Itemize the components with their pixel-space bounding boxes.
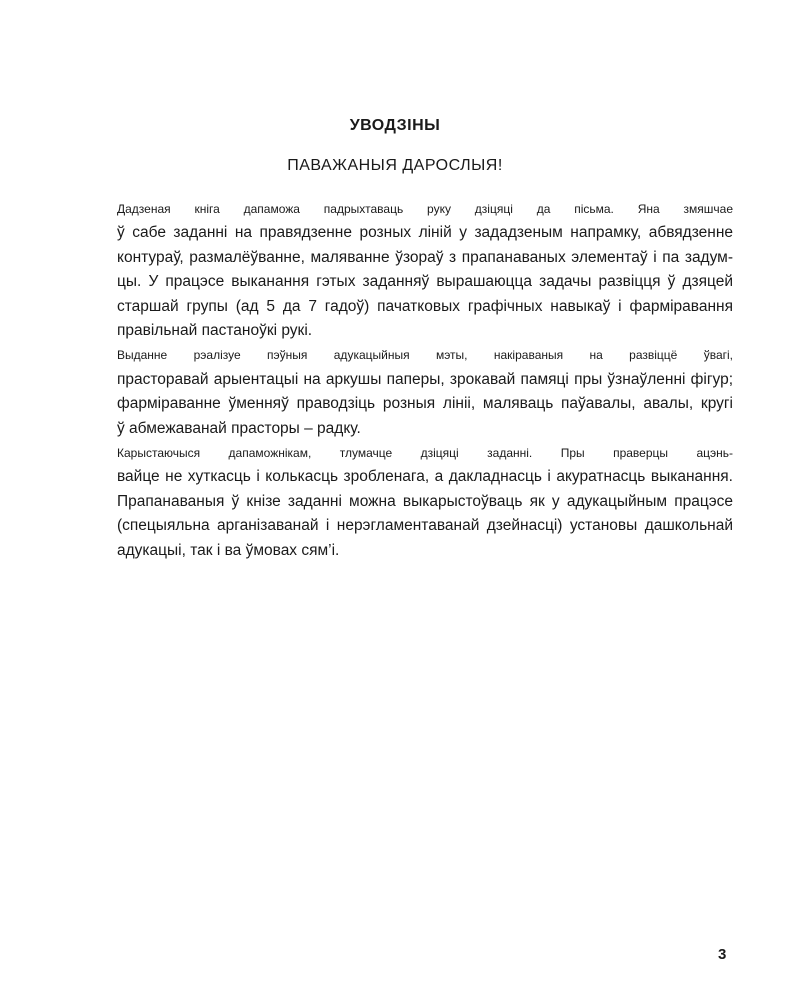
greeting-subtitle: ПАВАЖАНЫЯ ДАРОСЛЫЯ! bbox=[287, 157, 503, 174]
paragraph-2 bbox=[85, 343, 733, 441]
text-line: Дадзеная кніга дапаможа падрыхтаваць руку дзіцяці да пісьма. Яна змяшчае bbox=[117, 202, 733, 216]
text-line: Карыстаючыся дапаможнікам, тлумачце дзіцяці заданні. Пры праверцы ацэнь- bbox=[117, 446, 733, 461]
introduction-text bbox=[85, 197, 733, 563]
text-line: (спецыяльна арганізаванай і нерэгламентаванай дзейнасці) установы дашкольнай bbox=[117, 517, 733, 535]
paragraph-3 bbox=[85, 441, 733, 563]
text-line: Выданне рэалізуе пэўныя адукацыйныя мэты, накіраваныя на развіццё ўвагі, bbox=[117, 348, 733, 363]
text-line: ў абмежаванай прасторы – радку. bbox=[117, 419, 361, 437]
paragraph-1 bbox=[85, 197, 733, 343]
text-line: вайце не хуткасць і колькасць зробленага, а дакладнасць і акуратнасць выканання. bbox=[117, 468, 733, 486]
text-line: фарміраванне ўменняў праводзіць розныя лініі, маляваць паўавалы, авалы, кругі bbox=[117, 395, 733, 413]
text-line: ў сабе заданні на правядзенне розных ліній у зададзеным напрамку, абвядзенне bbox=[117, 224, 733, 242]
page-number: 3 bbox=[718, 946, 727, 963]
text-line: адукацыі, так і ва ўмовах сям’і. bbox=[117, 541, 340, 559]
text-line: прасторавай арыентацыі на аркушы паперы, зрокавай памяці пры ўзнаўленні фігур; bbox=[117, 370, 733, 388]
text-line: Прапанаваныя ў кнізе заданні можна выкарыстоўваць як у адукацыйным працэсе bbox=[117, 492, 733, 510]
text-line: контураў, размалёўванне, маляванне ўзораў з прапанаваных элементаў і па задум- bbox=[117, 248, 733, 266]
text-line: правільнай пастаноўкі рукі. bbox=[117, 322, 313, 340]
page-title: УВОДЗІНЫ bbox=[349, 117, 441, 134]
text-line: старшай групы (ад 5 да 7 гадоў) пачатковых графічных навыкаў і фарміравання bbox=[117, 297, 733, 315]
text-line: цы. У працэсе выканання гэтых заданняў вырашаюцца задачы развіцця ў дзяцей bbox=[117, 273, 733, 291]
